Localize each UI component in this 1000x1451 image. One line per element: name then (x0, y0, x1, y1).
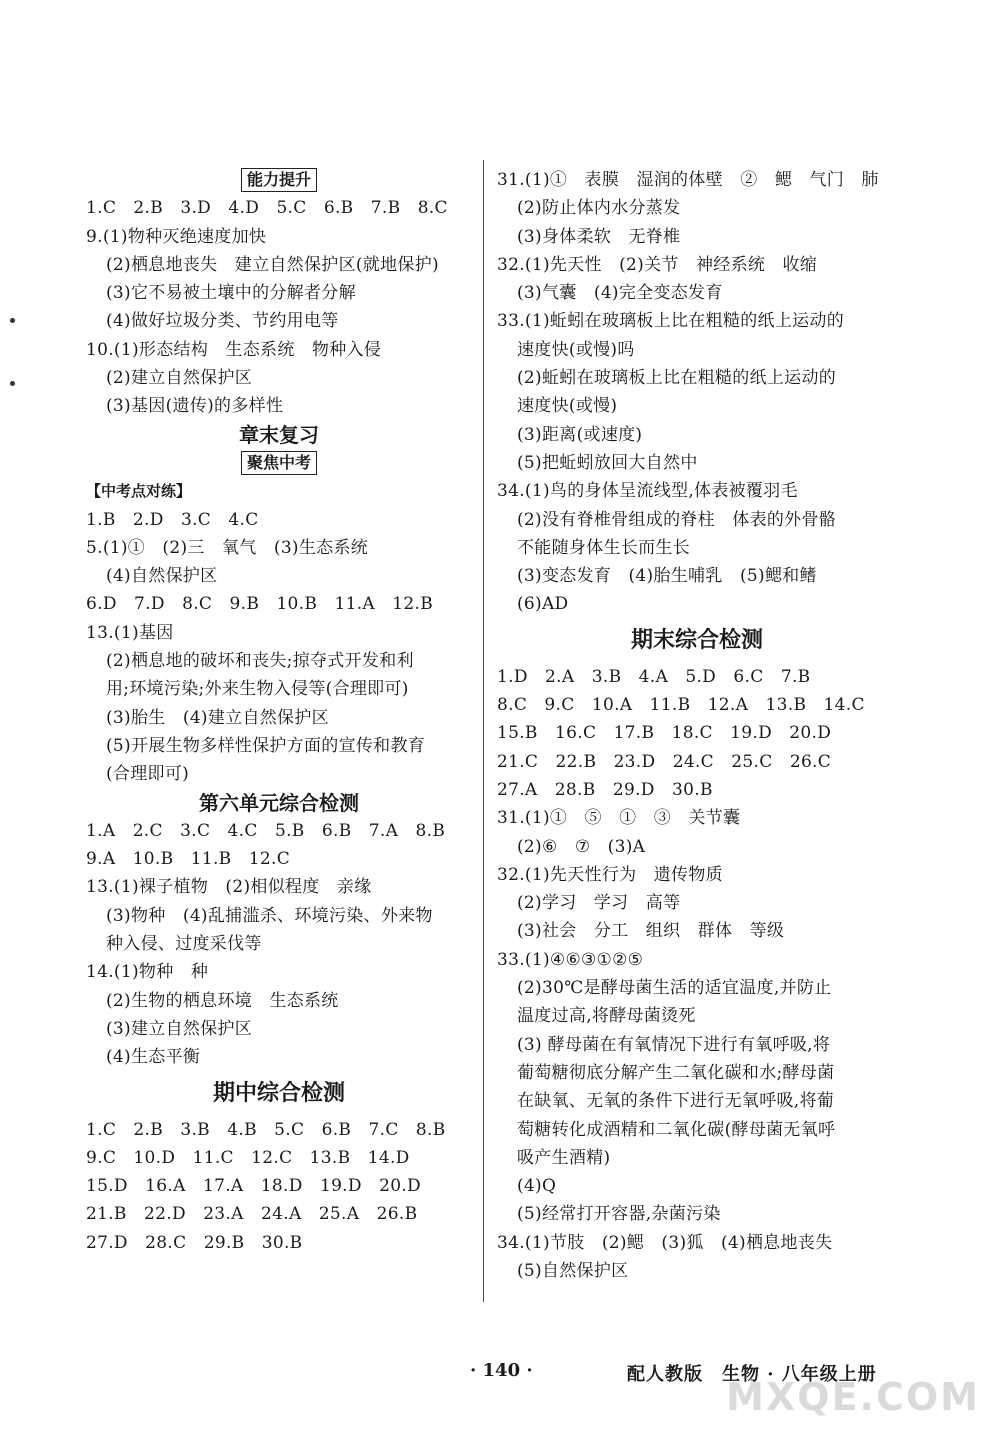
answer-line: (3)它不易被土壤中的分解者分解 (106, 283, 356, 304)
answer-line: 14.(1)物种 种 (86, 962, 209, 983)
answer-line: (4)Q (517, 1176, 557, 1197)
answer-line: 1.B 2.D 3.C 4.C (86, 509, 259, 530)
answer-line: 33.(1)④⑥③①②⑤ (497, 949, 644, 970)
answer-line: 33.(1)蚯蚓在玻璃板上比在粗糙的纸上运动的 (497, 311, 845, 332)
answer-line: (2)防止体内水分蒸发 (517, 198, 681, 219)
answer-line: (5)经常打开容器,杂菌污染 (517, 1204, 721, 1225)
scan-speck (10, 381, 15, 386)
answer-line: 速度快(或慢) (517, 396, 618, 417)
answer-line: (2)没有脊椎骨组成的脊柱 体表的外骨骼 (517, 509, 837, 530)
left-answer-column (86, 166, 472, 1257)
answer-line: (2)30℃是酵母菌生活的适宜温度,并防止 (517, 978, 832, 999)
scan-speck (10, 318, 15, 323)
answer-line: 32.(1)先天性 (2)关节 神经系统 收缩 (497, 254, 818, 275)
answer-line: 9.C 10.D 11.C 12.C 13.B 14.D (86, 1147, 410, 1168)
answer-line: 27.A 28.B 29.D 30.B (497, 779, 713, 800)
answer-line: (3)变态发育 (4)胎生哺乳 (5)鳃和鳍 (517, 566, 817, 587)
answer-line: 8.C 9.C 10.A 11.B 12.A 13.B 14.C (497, 695, 865, 716)
answer-line: (2)学习 学习 高等 (517, 893, 681, 914)
answer-line: 1.C 2.B 3.B 4.B 5.C 6.B 7.C 8.B (86, 1119, 446, 1140)
answer-line: (2)建立自然保护区 (106, 368, 253, 389)
subsection-label: 【中考点对练】 (86, 482, 192, 501)
answer-line: 1.D 2.A 3.B 4.A 5.D 6.C 7.B (497, 666, 811, 687)
answer-line: 温度过高,将酵母菌烫死 (517, 1006, 696, 1027)
answer-line: (2)⑥ ⑦ (3)A (517, 836, 646, 857)
answer-line: 1.A 2.C 3.C 4.C 5.B 6.B 7.A 8.B (86, 820, 446, 841)
answer-line: 吸产生酒精) (517, 1147, 611, 1168)
answer-line: 种入侵、过度采伐等 (106, 934, 262, 955)
answer-line: 31.(1)① ⑤ ① ③ 关节囊 (497, 808, 741, 829)
answer-line: 32.(1)先天性行为 遗传物质 (497, 864, 723, 885)
answer-line: (4)生态平衡 (106, 1047, 201, 1068)
answer-line: 10.(1)形态结构 生态系统 物种入侵 (86, 339, 382, 360)
answer-line: (2)栖息地丧失 建立自然保护区(就地保护) (106, 254, 439, 275)
answer-line: 13.(1)基因 (86, 622, 174, 643)
answer-line: (3)距离(或速度) (517, 424, 643, 445)
section-box-label: 聚焦中考 (241, 451, 317, 475)
answer-line: 用;环境污染;外来生物入侵等(合理即可) (106, 679, 409, 700)
answer-line: (合理即可) (106, 764, 190, 785)
answer-line: (3)基因(遗传)的多样性 (106, 396, 284, 417)
section-heading: 期中综合检测 (212, 1080, 345, 1106)
answer-line: 15.B 16.C 17.B 18.C 19.D 20.D (497, 723, 832, 744)
answer-line: 速度快(或慢)吗 (517, 339, 635, 360)
section-heading: 第六单元综合检测 (199, 790, 359, 815)
answer-line: 不能随身体生长而生长 (517, 537, 690, 558)
answer-line: (2)蚯蚓在玻璃板上比在粗糙的纸上运动的 (517, 368, 837, 389)
answer-line: 15.D 16.A 17.A 18.D 19.D 20.D (86, 1176, 421, 1197)
answer-line: (3)建立自然保护区 (106, 1018, 253, 1039)
answer-line: 21.B 22.D 23.A 24.A 25.A 26.B (86, 1204, 418, 1225)
column-divider (483, 160, 484, 1302)
book-edition-label: 配人教版 生物 · 八年级上册 (627, 1364, 877, 1385)
answer-line: (3) 酵母菌在有氧情况下进行有氧呼吸,将 (517, 1034, 831, 1055)
answer-line: (3)物种 (4)乱捕滥杀、环境污染、外来物 (106, 905, 433, 926)
watermark-logo: MXQE.COM (726, 1375, 980, 1419)
answer-line: 34.(1)节肢 (2)鳃 (3)狐 (4)栖息地丧失 (497, 1232, 833, 1253)
answer-line: 葡萄糖彻底分解产生二氧化碳和水;酵母菌 (517, 1062, 835, 1083)
answer-line: 9.A 10.B 11.B 12.C (86, 849, 290, 870)
answer-line: 萄糖转化成酒精和二氧化碳(酵母菌无氧呼 (517, 1119, 836, 1140)
answer-line: 27.D 28.C 29.B 30.B (86, 1232, 303, 1253)
answer-line: 6.D 7.D 8.C 9.B 10.B 11.A 12.B (86, 594, 434, 615)
answer-line: (6)AD (517, 594, 569, 615)
answer-line: (3)气囊 (4)完全变态发育 (517, 283, 723, 304)
answer-line: (5)开展生物多样性保护方面的宣传和教育 (106, 735, 426, 756)
section-box-heading (86, 166, 472, 194)
section-box-heading (86, 449, 472, 477)
answer-line: (2)生物的栖息环境 生态系统 (106, 990, 339, 1011)
answer-line: 在缺氧、无氧的条件下进行无氧呼吸,将葡 (517, 1091, 835, 1112)
answer-line: 9.(1)物种灭绝速度加快 (86, 226, 267, 247)
answer-line: (2)栖息地的破坏和丧失;掠夺式开发和利 (106, 651, 414, 672)
answer-line: (4)自然保护区 (106, 566, 218, 587)
answer-line: (4)做好垃圾分类、节约用电等 (106, 311, 339, 332)
answer-line: 1.C 2.B 3.D 4.D 5.C 6.B 7.B 8.C (86, 198, 448, 219)
answer-line: 21.C 22.B 23.D 24.C 25.C 26.C (497, 751, 832, 772)
page-number: · 140 · (470, 1360, 533, 1381)
section-heading: 期末综合检测 (630, 627, 763, 653)
answer-line: 13.(1)裸子植物 (2)相似程度 亲缘 (86, 877, 372, 898)
answer-line: (5)自然保护区 (517, 1260, 629, 1281)
answer-line: 34.(1)鸟的身体呈流线型,体表被覆羽毛 (497, 481, 798, 502)
right-answer-column (497, 166, 897, 1285)
answer-line: (3)社会 分工 组织 群体 等级 (517, 921, 785, 942)
section-box-label: 能力提升 (241, 168, 317, 192)
answer-line: (5)把蚯蚓放回大自然中 (517, 452, 698, 473)
section-heading: 章末复习 (239, 422, 319, 447)
answer-line: 5.(1)① (2)三 氧气 (3)生态系统 (86, 537, 369, 558)
answer-line: 31.(1)① 表膜 湿润的体壁 ② 鳃 气门 肺 (497, 170, 879, 190)
answer-line: (3)身体柔软 无脊椎 (517, 226, 681, 247)
answer-line: (3)胎生 (4)建立自然保护区 (106, 707, 329, 728)
